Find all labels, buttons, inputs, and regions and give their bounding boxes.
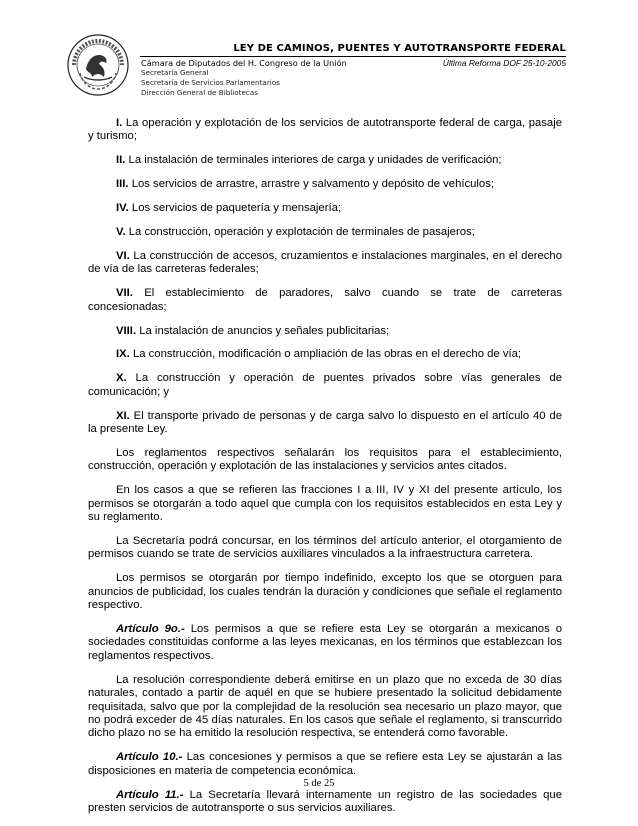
fraction-item xyxy=(88,178,562,191)
body-paragraph: En los casos a que se refieren las fracciones I a III, IV y XI del presente artículo, los permisos se otorgarán a todo aquel que cumpla con los requisitos establecidos en esta Ley y su reglamento. xyxy=(88,484,562,524)
article-text: Las concesiones y permisos a que se refiere esta Ley se ajustarán a las disposiciones en materia de competencia económica. xyxy=(88,751,562,777)
fraction-number: I. xyxy=(116,117,123,129)
fraction-item xyxy=(88,226,562,239)
fraction-number: III. xyxy=(116,178,129,191)
body-paragraph: Los reglamentos respectivos señalarán los requisitos para el establecimiento, construcción, operación y explotación de las instalaciones y servicios antes citados. xyxy=(88,447,562,473)
org-line-2: Secretaría General xyxy=(141,68,209,77)
article-text: La Secretaría llevará internamente un registro de las sociedades que presten servicios de autotransporte o sus servicios auxiliares. xyxy=(88,788,562,815)
page-number: 5 de 25 xyxy=(303,778,335,789)
fraction-item xyxy=(88,325,562,338)
law-title: LEY DE CAMINOS, PUENTES Y AUTOTRANSPORTE FEDERAL xyxy=(233,43,566,54)
fraction-item xyxy=(88,154,562,167)
org-line-1: Cámara de Diputados del H. Congreso de la Unión xyxy=(141,58,347,68)
fraction-text: La operación y explotación de los servicios de autotransporte federal de carga, pasaje y turismo; xyxy=(88,117,562,143)
last-reform-date: Última Reforma DOF 25-10-2005 xyxy=(442,58,566,68)
fraction-number: VII. xyxy=(116,287,133,300)
fraction-item xyxy=(88,348,562,361)
fraction-item xyxy=(88,202,562,215)
fraction-text: La construcción, operación y explotación de terminales de pasajeros; xyxy=(125,226,475,239)
fraction-text: La instalación de anuncios y señales publicitarias; xyxy=(136,324,390,337)
header-organization xyxy=(141,58,347,98)
article-label: Artículo 10.- xyxy=(116,751,183,764)
fraction-item xyxy=(88,250,562,277)
body-paragraph: La resolución correspondiente deberá emitirse en un plazo que no exceda de 30 días naturales, contado a partir de aquél en que se hubiere presentado la solicitud debidamente requisitada, salvo que por la complejidad de la resolución sea necesario un plazo mayor, que no podrá exceder de 45 días naturales. En los casos que señale el reglamento, si transcurrido dicho plazo no se ha emitido la resolución respectiva, se entenderá como favorable. xyxy=(88,673,562,740)
org-line-3: Secretaría de Servicios Parlamentarios xyxy=(141,78,280,87)
fraction-number: V. xyxy=(116,226,126,239)
fraction-number: X. xyxy=(116,372,127,385)
fraction-text: La construcción y operación de puentes privados sobre vías generales de comunicación; y xyxy=(88,372,562,398)
fraction-text: La construcción de accesos, cruzamientos e instalaciones marginales, en el derecho de vía de las carreteras federales; xyxy=(88,249,562,276)
fraction-item xyxy=(88,372,562,399)
article-text: Los permisos a que se refiere esta Ley se otorgarán a mexicanos o sociedades constituidas conforme a las leyes mexicanas, en los términos que establezcan los reglamentos respectivos. xyxy=(88,623,562,662)
document-body xyxy=(88,117,562,826)
fraction-number: XI. xyxy=(116,409,130,422)
fraction-number: VI. xyxy=(116,249,130,262)
fraction-item xyxy=(88,117,562,144)
article-9 xyxy=(88,623,562,663)
fraction-number: VIII. xyxy=(116,324,137,337)
fraction-item xyxy=(88,287,562,314)
fraction-item xyxy=(88,410,562,437)
fraction-number: IV. xyxy=(116,202,129,215)
fraction-text: El transporte privado de personas y de carga salvo lo dispuesto en el artículo 40 de la presente Ley. xyxy=(88,409,562,436)
fraction-text: La construcción, modificación o ampliación de las obras en el derecho de vía; xyxy=(129,348,522,361)
body-paragraph: Los permisos se otorgarán por tiempo indefinido, excepto los que se otorguen para anuncios de publicidad, los cuales tendrán la duración y condiciones que señale el reglamento respectivo. xyxy=(88,572,562,612)
header-divider xyxy=(140,56,566,57)
body-paragraph: La Secretaría podrá concursar, en los términos del artículo anterior, el otorgamiento de permisos cuando se trate de servicios auxiliares vinculados a la infraestructura carretera. xyxy=(88,535,562,561)
fraction-text: El establecimiento de paradores, salvo cuando se trate de carreteras concesionadas; xyxy=(88,287,562,313)
coat-of-arms-seal-icon xyxy=(66,33,130,97)
fraction-text: Los servicios de paquetería y mensajería; xyxy=(128,202,342,215)
org-line-4: Dirección General de Bibliotecas xyxy=(141,88,258,97)
fraction-number: II. xyxy=(116,154,126,167)
article-10 xyxy=(88,751,562,778)
fraction-number: IX. xyxy=(116,348,130,361)
article-label: Artículo 11.- xyxy=(116,788,184,801)
article-11 xyxy=(88,789,562,816)
fraction-text: La instalación de terminales interiores de carga y unidades de verificación; xyxy=(125,154,502,167)
article-label: Artículo 9o.- xyxy=(116,623,185,636)
fraction-text: Los servicios de arrastre, arrastre y salvamento y depósito de vehículos; xyxy=(128,178,494,191)
